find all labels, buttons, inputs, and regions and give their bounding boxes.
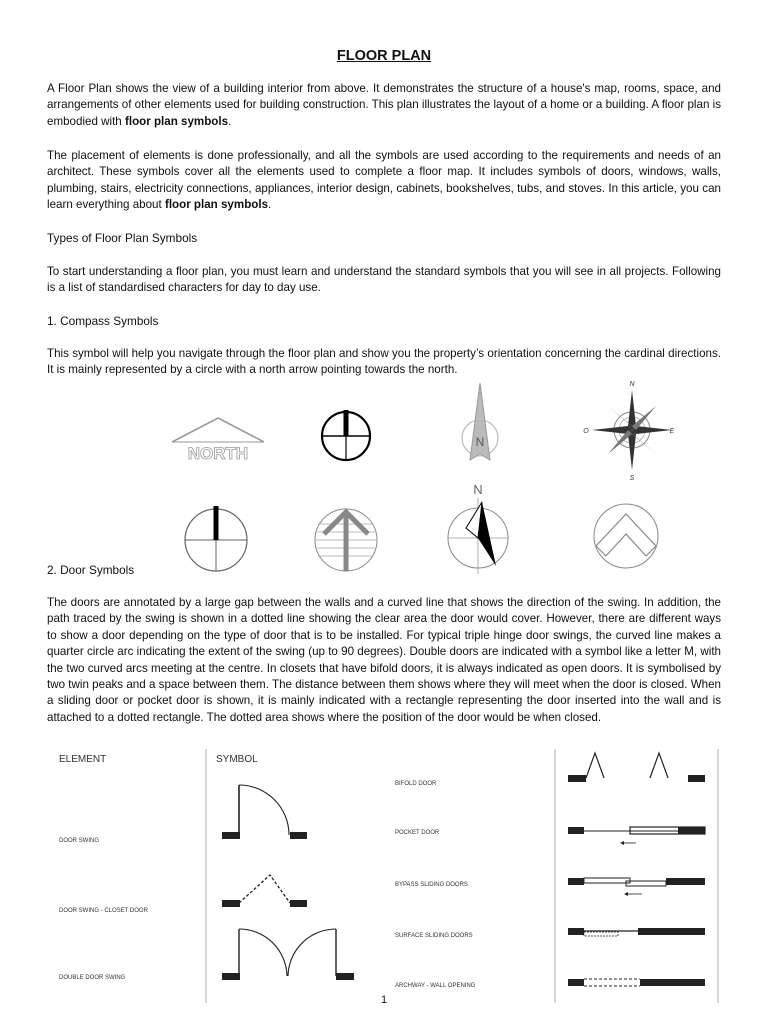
compass-rose-icon xyxy=(583,381,674,482)
compass-chevron-icon xyxy=(594,504,658,568)
compass-circle-arrow-icon xyxy=(322,410,370,460)
door-symbols-table xyxy=(40,745,730,1003)
surface-sliding-door-symbol xyxy=(568,928,705,936)
rose-o-letter: O xyxy=(583,428,589,435)
row-door-swing-label: DOOR SWING xyxy=(59,838,99,844)
rose-s-letter: S xyxy=(629,475,635,482)
intro-p2-text: The placement of elements is done professionally, and all the symbols are used according to the requirements and needs of an architect. These symbols cover all the elements used to complete a floor map. It includes symbols of doors, windows, walls, plumbing, stairs, electricity connections, appliances, interior design, cabinets, bookshelves, tubs, and stoves. In this article, you can learn everything about xyxy=(47,149,721,212)
rose-n-letter: N xyxy=(629,381,635,388)
intro-p2-bold: floor plan symbols xyxy=(164,198,269,212)
page-number: 1 xyxy=(380,994,388,1006)
compass-heading: 1. Compass Symbols xyxy=(47,314,159,328)
row-surface-label: SURFACE SLIDING DOORS xyxy=(395,933,473,939)
row-closet-door-label: DOOR SWING - CLOSET DOOR xyxy=(59,908,148,914)
row-bifold-label: BIFOLD DOOR xyxy=(395,781,437,787)
intro-p1-end: . xyxy=(228,114,232,128)
compass-symbols-figure xyxy=(160,378,700,578)
intro-paragraph-2 xyxy=(47,148,721,214)
intro-paragraph-1 xyxy=(47,81,721,130)
row-archway-label: ARCHWAY - WALL OPENING xyxy=(395,983,476,989)
col-symbol-header: SYMBOL xyxy=(216,754,258,765)
archway-opening-symbol xyxy=(568,979,705,986)
intro-p1-text: A Floor Plan shows the view of a building interior from above. It demonstrates the structure of a house's map, rooms, space, and arrangements of other elements used for building construction. This plan illustrates the layout of a home or a building. A floor plan is embodied with xyxy=(47,82,721,128)
bifold-door-symbol xyxy=(568,753,705,782)
intro-p1-bold: floor plan symbols xyxy=(124,114,229,128)
compass-needle-icon xyxy=(448,482,508,574)
types-paragraph: To start understanding a floor plan, you must learn and understand the standard symbols that you will see in all projects. Following is a list of standardised characters for day to day use. xyxy=(47,265,721,295)
col-element-header: ELEMENT xyxy=(59,754,107,765)
page-title: FLOOR PLAN xyxy=(336,48,432,64)
door-paragraph: The doors are annotated by a large gap between the walls and a curved line that shows the direction of the swing. In addition, the path traced by the swing is shown in a dotted line showing the clear area the door would cover. However, there are different ways to show a door depending on the type of door that is to be installed. For typical triple hinge door swings, the curved line makes a quarter circle arc indicating the extent of the swing (up to 90 degrees). Double doors are indicated with a symbol like a letter M, with the two curved arcs meeting at the centre. In closets that have bifold doors, it is always indicated as open doors. It is symbolised by two twin peaks and a space between them. The distance between them shows where they will meet when the door is closed. When a sliding door or pocket door is shown, it is mainly indicated with a rectangle representing the door inserted into the wall and is attached to a dotted rectangle. The dotted area shows where the position of the door would be when closed. xyxy=(47,596,721,724)
door-swing-symbol xyxy=(222,785,307,839)
pocket-door-symbol xyxy=(568,827,705,845)
double-door-symbol xyxy=(222,929,354,980)
door-heading: 2. Door Symbols xyxy=(47,563,135,577)
compass-spire-icon xyxy=(462,383,498,460)
compass-circle-bar-icon xyxy=(185,506,247,571)
needle-n-letter: N xyxy=(473,482,483,497)
north-house-icon xyxy=(172,418,264,463)
types-heading: Types of Floor Plan Symbols xyxy=(47,231,198,245)
bypass-sliding-door-symbol xyxy=(568,878,705,896)
closet-door-symbol xyxy=(222,875,307,907)
north-word: NORTH xyxy=(187,444,249,463)
rose-e-letter: E xyxy=(669,428,675,435)
row-pocket-label: POCKET DOOR xyxy=(395,830,440,836)
compass-striped-arrow-icon xyxy=(315,509,377,571)
row-bypass-label: BYPASS SLIDING DOORS xyxy=(395,882,468,888)
row-double-door-label: DOUBLE DOOR SWING xyxy=(59,975,126,981)
intro-p2-end: . xyxy=(268,198,272,212)
compass-paragraph: This symbol will help you navigate through the floor plan and show you the property’s orientation concerning the cardinal directions. It is mainly represented by a circle with a north arrow pointing towards the north. xyxy=(47,347,721,377)
spire-n-letter: N xyxy=(475,435,485,449)
